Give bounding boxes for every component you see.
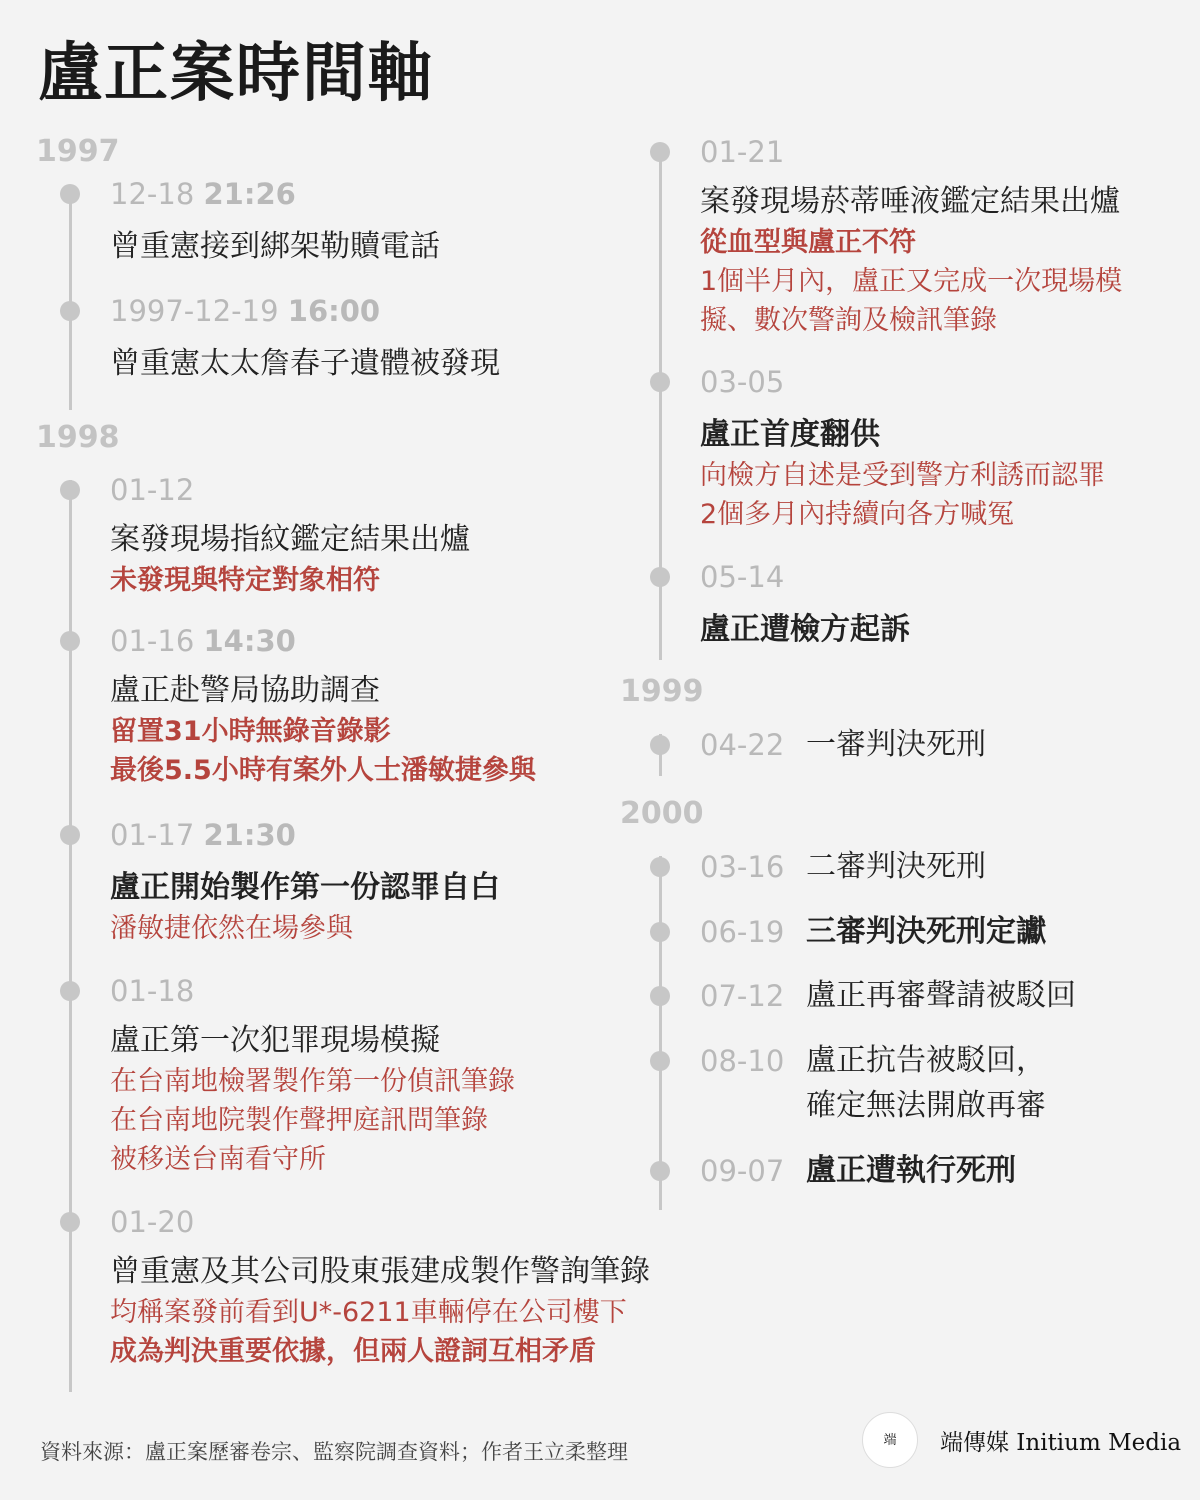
event-date: 09-07	[700, 1154, 785, 1188]
event-date: 01-17 21:30	[110, 818, 296, 852]
event-title: 確定無法開啟再審	[806, 1088, 1046, 1123]
timeline-line-1997	[69, 185, 72, 410]
event-note: 成為判決重要依據，但兩人證詞互相矛盾	[110, 1336, 596, 1367]
year-label-1998: 1998	[36, 420, 120, 455]
event-note: 在台南地檢署製作第一份偵訊筆錄	[110, 1066, 515, 1097]
timeline-dot	[60, 1212, 80, 1232]
event-title: 盧正遭執行死刑	[806, 1153, 1016, 1188]
timeline-dot	[650, 735, 670, 755]
event-title: 一審判決死刑	[806, 727, 986, 762]
event-title: 三審判決死刑定讞	[806, 914, 1046, 949]
event-title: 曾重憲太太詹春子遺體被發現	[110, 346, 500, 381]
brand-name: 端傳媒 Initium Media	[940, 1430, 1182, 1456]
source-credit: 資料來源：盧正案歷審卷宗、監察院調查資料；作者王立柔整理	[40, 1440, 628, 1464]
event-note: 1個半月內，盧正又完成一次現場模	[700, 266, 1123, 297]
timeline-dot	[650, 986, 670, 1006]
timeline-dot	[60, 184, 80, 204]
timeline-dot	[650, 1051, 670, 1071]
event-date: 08-10	[700, 1044, 785, 1078]
event-note: 向檢方自述是受到警方利誘而認罪	[700, 460, 1105, 491]
event-note: 潘敏捷依然在場參與	[110, 913, 353, 944]
timeline-line-1998	[69, 480, 72, 1392]
event-date: 01-16 14:30	[110, 624, 296, 658]
event-note: 均稱案發前看到U*-6211車輛停在公司樓下	[110, 1297, 627, 1328]
event-note: 最後5.5小時有案外人士潘敏捷參與	[110, 755, 536, 786]
event-note: 在台南地院製作聲押庭訊問筆錄	[110, 1105, 488, 1136]
timeline-dot	[650, 1161, 670, 1181]
timeline-dot	[650, 567, 670, 587]
event-date: 1997-12-19 16:00	[110, 294, 381, 328]
event-title: 曾重憲及其公司股東張建成製作警詢筆錄	[110, 1254, 650, 1289]
year-label-1999: 1999	[620, 674, 704, 709]
event-note: 2個多月內持續向各方喊冤	[700, 499, 1015, 530]
initium-logo-icon: 端	[862, 1412, 918, 1468]
page-title: 盧正案時間軸	[38, 37, 434, 111]
event-note: 未發現與特定對象相符	[110, 565, 380, 596]
timeline-dot	[60, 825, 80, 845]
timeline-dot	[60, 480, 80, 500]
event-note: 從血型與盧正不符	[700, 227, 916, 258]
event-date: 01-20	[110, 1205, 195, 1239]
timeline-right-column	[610, 0, 1200, 1500]
event-title: 盧正首度翻供	[700, 417, 880, 452]
timeline-dot	[60, 301, 80, 321]
event-note: 被移送台南看守所	[110, 1144, 326, 1175]
event-note: 擬、數次警詢及檢訊筆錄	[700, 305, 997, 336]
event-title: 二審判決死刑	[806, 849, 986, 884]
event-title: 盧正赴警局協助調查	[110, 673, 380, 708]
event-title: 盧正遭檢方起訴	[700, 612, 910, 647]
event-title: 案發現場指紋鑑定結果出爐	[110, 522, 470, 557]
timeline-dot	[60, 981, 80, 1001]
event-date: 03-05	[700, 365, 785, 399]
event-date: 01-18	[110, 974, 195, 1008]
event-title: 盧正第一次犯罪現場模擬	[110, 1023, 440, 1058]
timeline-dot	[60, 631, 80, 651]
year-label-1997: 1997	[36, 134, 120, 169]
event-date: 07-12	[700, 979, 785, 1013]
event-title: 曾重憲接到綁架勒贖電話	[110, 229, 440, 264]
timeline-line-2000	[659, 856, 662, 1210]
event-title: 盧正抗告被駁回，	[806, 1043, 1046, 1078]
year-label-2000: 2000	[620, 796, 704, 831]
event-date: 06-19	[700, 915, 785, 949]
event-date: 03-16	[700, 850, 785, 884]
timeline-dot	[650, 857, 670, 877]
event-date: 12-18 21:26	[110, 177, 296, 211]
timeline-dot	[650, 372, 670, 392]
timeline-dot	[650, 922, 670, 942]
event-date: 05-14	[700, 560, 785, 594]
timeline-dot	[650, 142, 670, 162]
event-title: 盧正開始製作第一份認罪自白	[110, 870, 500, 905]
event-date: 04-22	[700, 728, 785, 762]
event-note: 留置31小時無錄音錄影	[110, 716, 391, 747]
event-date: 01-21	[700, 135, 785, 169]
event-date: 01-12	[110, 473, 195, 507]
event-title: 盧正再審聲請被駁回	[806, 978, 1076, 1013]
event-title: 案發現場菸蒂唾液鑑定結果出爐	[700, 184, 1120, 219]
